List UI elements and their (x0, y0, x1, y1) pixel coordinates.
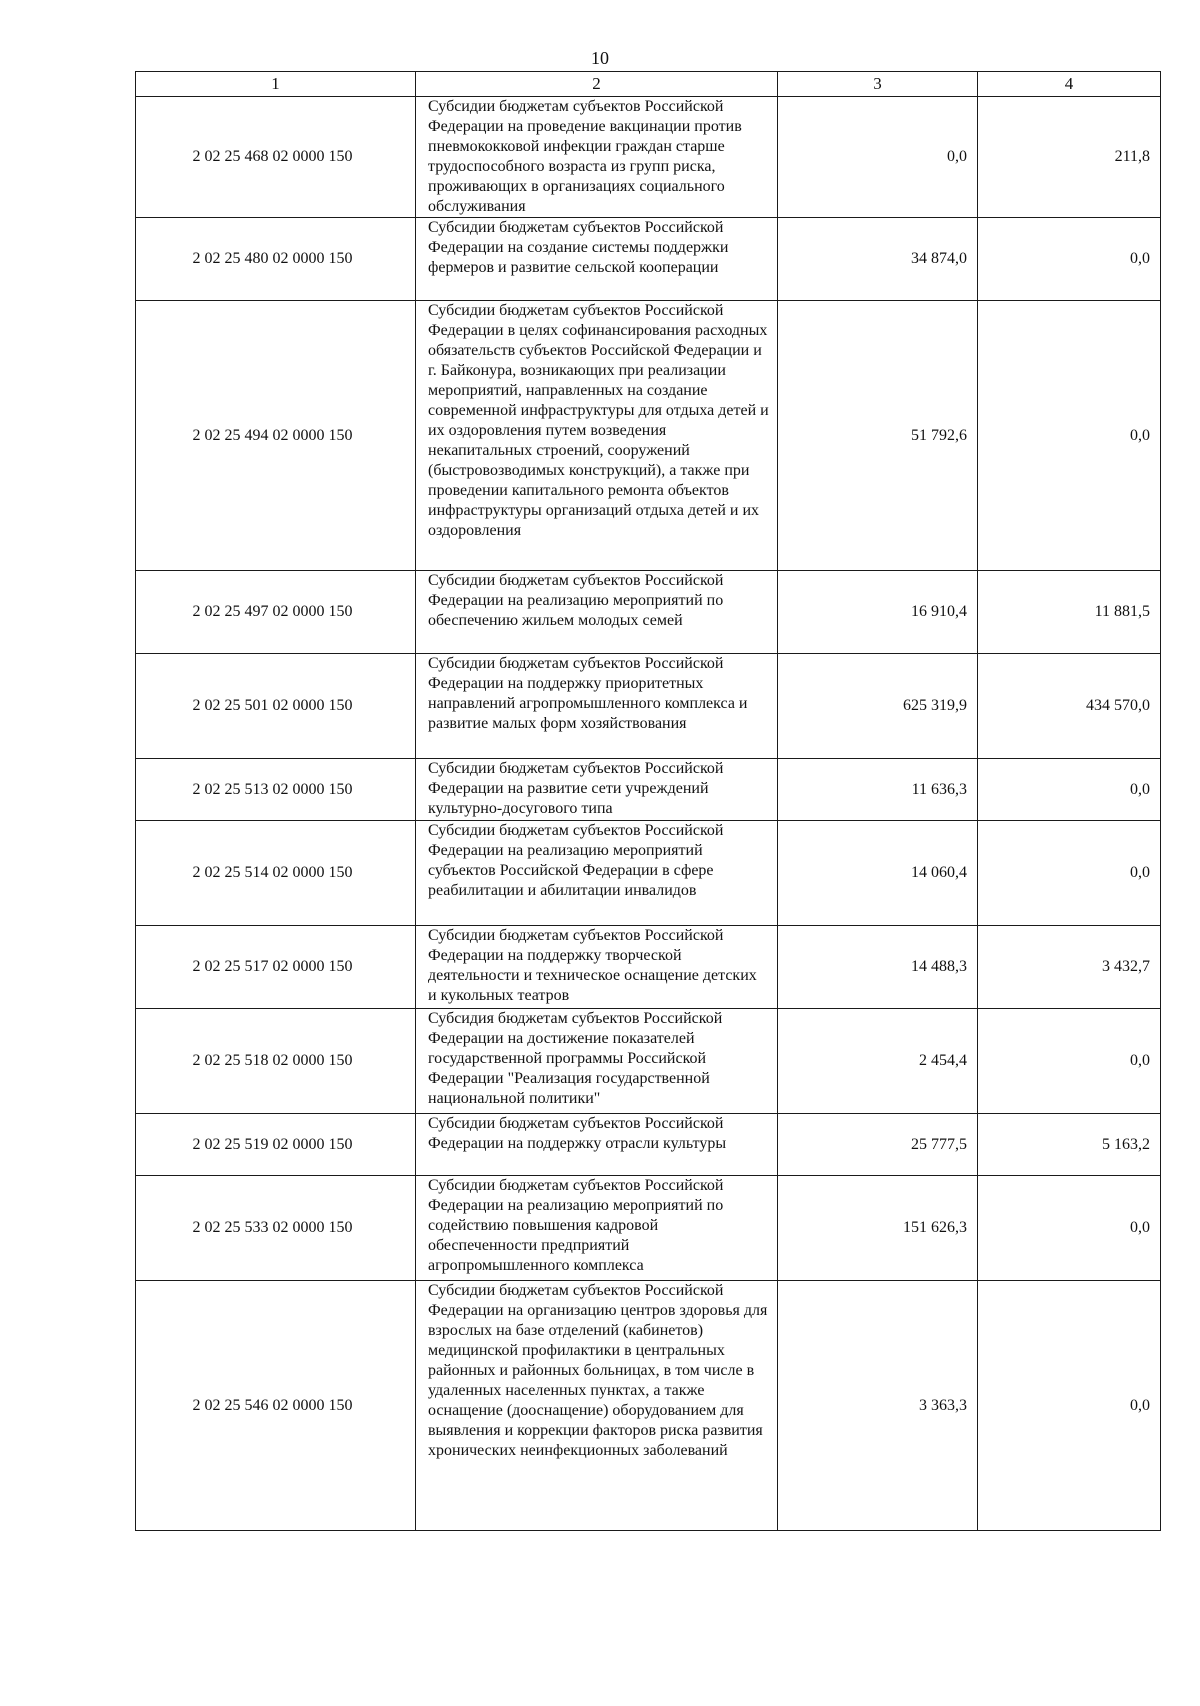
row-code: 2 02 25 468 02 0000 150 (136, 97, 416, 218)
row-value-4: 0,0 (978, 821, 1161, 926)
row-description: Субсидии бюджетам субъектов Российской Федерации на реализацию мероприятий субъектов Российской Федерации в сфере реабилитации и абилитации инвалидов (416, 821, 778, 926)
row-value-3: 25 777,5 (778, 1114, 978, 1176)
row-description: Субсидия бюджетам субъектов Российской Федерации на достижение показателей государственной программы Российской Федерации "Реализация государственной национальной политики" (416, 1009, 778, 1114)
header-col-4: 4 (978, 72, 1161, 97)
table-row (136, 571, 1161, 654)
row-description: Субсидии бюджетам субъектов Российской Федерации на развитие сети учреждений культурно-досугового типа (416, 759, 778, 821)
header-row (136, 72, 1161, 97)
row-value-3: 625 319,9 (778, 654, 978, 759)
table-row (136, 1176, 1161, 1281)
row-value-4: 0,0 (978, 1176, 1161, 1281)
row-code: 2 02 25 513 02 0000 150 (136, 759, 416, 821)
row-value-3: 151 626,3 (778, 1176, 978, 1281)
row-value-4: 211,8 (978, 97, 1161, 218)
header-col-1: 1 (136, 72, 416, 97)
row-value-4: 3 432,7 (978, 926, 1161, 1009)
page-number: 10 (591, 48, 609, 68)
budget-table (135, 71, 1161, 1531)
row-description: Субсидии бюджетам субъектов Российской Федерации на поддержку приоритетных направлений агропромышленного комплекса и развитие малых форм хозяйствования (416, 654, 778, 759)
row-value-3: 14 060,4 (778, 821, 978, 926)
row-description: Субсидии бюджетам субъектов Российской Федерации на создание системы поддержки фермеров и развитие сельской кооперации (416, 218, 778, 301)
table-row (136, 1009, 1161, 1114)
row-code: 2 02 25 501 02 0000 150 (136, 654, 416, 759)
row-code: 2 02 25 480 02 0000 150 (136, 218, 416, 301)
row-description: Субсидии бюджетам субъектов Российской Федерации на реализацию мероприятий по содействию повышения кадровой обеспеченности предприятий агропромышленного комплекса (416, 1176, 778, 1281)
row-code: 2 02 25 494 02 0000 150 (136, 301, 416, 571)
table-row (136, 301, 1161, 571)
row-code: 2 02 25 497 02 0000 150 (136, 571, 416, 654)
row-value-3: 16 910,4 (778, 571, 978, 654)
header-col-2: 2 (416, 72, 778, 97)
row-description: Субсидии бюджетам субъектов Российской Федерации на поддержку творческой деятельности и техническое оснащение детских и кукольных театров (416, 926, 778, 1009)
row-description: Субсидии бюджетам субъектов Российской Федерации на поддержку отрасли культуры (416, 1114, 778, 1176)
row-value-3: 51 792,6 (778, 301, 978, 571)
header-col-3: 3 (778, 72, 978, 97)
row-value-4: 0,0 (978, 1281, 1161, 1531)
row-description: Субсидии бюджетам субъектов Российской Федерации на проведение вакцинации против пневмококковой инфекции граждан старше трудоспособного возраста из групп риска, проживающих в организациях социального обслуживания (416, 97, 778, 218)
row-value-4: 0,0 (978, 759, 1161, 821)
row-value-3: 34 874,0 (778, 218, 978, 301)
row-code: 2 02 25 546 02 0000 150 (136, 1281, 416, 1531)
row-value-3: 2 454,4 (778, 1009, 978, 1114)
table-row (136, 821, 1161, 926)
row-code: 2 02 25 517 02 0000 150 (136, 926, 416, 1009)
row-value-4: 5 163,2 (978, 1114, 1161, 1176)
table-row (136, 97, 1161, 218)
table-row (136, 926, 1161, 1009)
table-row (136, 654, 1161, 759)
row-value-3: 3 363,3 (778, 1281, 978, 1531)
row-value-4: 0,0 (978, 1009, 1161, 1114)
table-row (136, 1281, 1161, 1531)
row-value-3: 14 488,3 (778, 926, 978, 1009)
row-value-4: 0,0 (978, 301, 1161, 571)
table-row (136, 218, 1161, 301)
row-code: 2 02 25 518 02 0000 150 (136, 1009, 416, 1114)
table-row (136, 759, 1161, 821)
row-code: 2 02 25 514 02 0000 150 (136, 821, 416, 926)
row-description: Субсидии бюджетам субъектов Российской Федерации в целях софинансирования расходных обязательств субъектов Российской Федерации и г. Байконура, возникающих при реализации мероприятий, направленных на создание современной инфраструктуры для отдыха детей и их оздоровления путем возведения некапитальных строений, сооружений (быстровозводимых конструкций), а также при проведении капитального ремонта объектов инфраструктуры организаций отдыха детей и их оздоровления (416, 301, 778, 571)
row-code: 2 02 25 519 02 0000 150 (136, 1114, 416, 1176)
row-description: Субсидии бюджетам субъектов Российской Федерации на организацию центров здоровья для взрослых на базе отделений (кабинетов) медицинской профилактики в центральных районных и районных больницах, в том числе в удаленных населенных пунктах, а также оснащение (дооснащение) оборудованием для выявления и коррекции факторов риска развития хронических неинфекционных заболеваний (416, 1281, 778, 1531)
row-code: 2 02 25 533 02 0000 150 (136, 1176, 416, 1281)
row-value-4: 0,0 (978, 218, 1161, 301)
row-value-3: 11 636,3 (778, 759, 978, 821)
table-row (136, 1114, 1161, 1176)
row-value-4: 11 881,5 (978, 571, 1161, 654)
row-value-3: 0,0 (778, 97, 978, 218)
row-value-4: 434 570,0 (978, 654, 1161, 759)
row-description: Субсидии бюджетам субъектов Российской Федерации на реализацию мероприятий по обеспечению жильем молодых семей (416, 571, 778, 654)
